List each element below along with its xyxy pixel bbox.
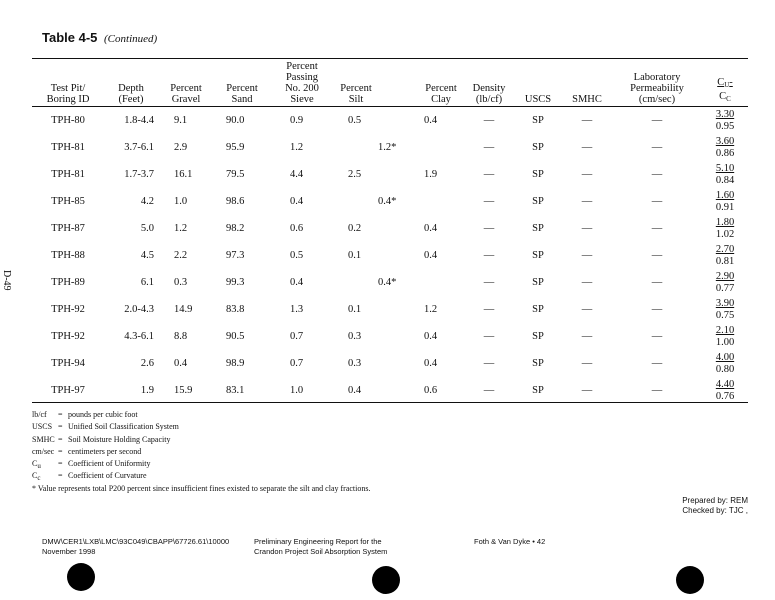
cell-test-pit: TPH-92 bbox=[51, 331, 85, 342]
cell-silt: 2.5 bbox=[348, 169, 362, 180]
table-title bbox=[42, 30, 157, 45]
cell-cucc bbox=[702, 296, 748, 323]
cell-density: — bbox=[483, 277, 495, 288]
cell-gravel: 14.9 bbox=[174, 304, 193, 315]
table-row bbox=[32, 377, 748, 404]
cc-value: 1.02 bbox=[715, 228, 735, 240]
table-row bbox=[32, 323, 748, 350]
col-depth: Depth (Feet) bbox=[118, 83, 144, 105]
cu-value: 2.90 bbox=[715, 270, 735, 282]
binder-hole-right bbox=[676, 566, 704, 594]
cell-permeability: — bbox=[651, 277, 663, 288]
cell-gravel: 8.8 bbox=[174, 331, 188, 342]
cell-cucc bbox=[702, 350, 748, 377]
legend-item bbox=[32, 435, 179, 447]
cell-silt: 0.5 bbox=[348, 115, 362, 126]
cell-permeability: — bbox=[651, 196, 663, 207]
cell-total-fines bbox=[378, 296, 418, 323]
col-permeability: Laboratory Permeability (cm/sec) bbox=[630, 72, 684, 105]
cu-value: 1.60 bbox=[715, 189, 735, 201]
cell-depth: 2.6 bbox=[140, 358, 154, 369]
cell-total-fines bbox=[378, 215, 418, 242]
soil-data-table bbox=[32, 61, 748, 404]
footer-firm: Foth & Van Dyke • 42 bbox=[474, 537, 546, 546]
cell-density: — bbox=[483, 304, 495, 315]
cell-test-pit: TPH-80 bbox=[51, 115, 85, 126]
cell-silt: 0.1 bbox=[348, 304, 362, 315]
cell-total-fines bbox=[378, 377, 418, 404]
legend-equals: = bbox=[58, 434, 63, 444]
cell-depth: 1.7-3.7 bbox=[124, 169, 154, 180]
cell-gravel: 2.2 bbox=[174, 250, 188, 261]
table-row bbox=[32, 188, 748, 215]
legend bbox=[32, 410, 179, 484]
cell-gravel: 16.1 bbox=[174, 169, 193, 180]
cell-gravel: 9.1 bbox=[174, 115, 188, 126]
cell-gravel: 1.2 bbox=[174, 223, 188, 234]
table-row bbox=[32, 350, 748, 377]
footer-report-line2: Crandon Project Soil Absorption System bbox=[254, 546, 388, 556]
table-row bbox=[32, 107, 748, 134]
cc-value: 0.80 bbox=[715, 363, 735, 375]
cell-depth: 3.7-6.1 bbox=[124, 142, 154, 153]
cell-density: — bbox=[483, 142, 495, 153]
cell-uscs: SP bbox=[532, 223, 544, 234]
col-silt: Percent Silt bbox=[340, 83, 372, 105]
cell-depth: 4.2 bbox=[140, 196, 154, 207]
cell-silt bbox=[334, 188, 378, 215]
cc-value: 0.75 bbox=[715, 309, 735, 321]
cell-test-pit: TPH-87 bbox=[51, 223, 85, 234]
cell-gravel: 0.4 bbox=[174, 358, 188, 369]
cell-test-pit: TPH-85 bbox=[51, 196, 85, 207]
cell-density: — bbox=[483, 250, 495, 261]
cell-silt: 0.2 bbox=[348, 223, 362, 234]
cu-value: 2.10 bbox=[715, 324, 735, 336]
cell-depth: 1.8-4.4 bbox=[124, 115, 154, 126]
cell-passing: 0.7 bbox=[290, 358, 304, 369]
legend-equals: = bbox=[58, 410, 63, 419]
cell-uscs: SP bbox=[532, 358, 544, 369]
table-label: Table 4-5 bbox=[42, 30, 98, 45]
cell-permeability: — bbox=[651, 385, 663, 396]
cell-density: — bbox=[483, 169, 495, 180]
cell-permeability: — bbox=[651, 223, 663, 234]
cell-density: — bbox=[483, 358, 495, 369]
col-passing: Percent Passing No. 200 Sieve bbox=[285, 61, 319, 105]
cell-uscs: SP bbox=[532, 277, 544, 288]
col-cucc: $C_U-$ $C_C$ bbox=[717, 77, 733, 103]
cell-sand: 83.1 bbox=[226, 385, 245, 396]
legend-text: Soil Moisture Holding Capacity bbox=[68, 434, 171, 444]
cell-density: — bbox=[483, 223, 495, 234]
cu-value: 4.00 bbox=[715, 351, 735, 363]
cell-sand: 97.3 bbox=[226, 250, 245, 261]
cell-total-fines bbox=[378, 323, 418, 350]
col-uscs: USCS bbox=[524, 94, 552, 105]
legend-abbr: lb/cf bbox=[32, 410, 47, 419]
cell-cucc bbox=[702, 323, 748, 350]
cell-permeability: — bbox=[651, 331, 663, 342]
cell-silt: 0.4 bbox=[348, 385, 362, 396]
top-rule bbox=[32, 58, 748, 59]
footer-path: DMW\CER1\LXB\LMC\93C049\CBAPP\67726.61\10000 bbox=[42, 537, 230, 546]
table-row bbox=[32, 161, 748, 188]
cell-smhc: — bbox=[581, 358, 593, 369]
cell-sand: 98.2 bbox=[226, 223, 245, 234]
cell-passing: 0.7 bbox=[290, 331, 304, 342]
cc-value: 0.86 bbox=[715, 147, 735, 159]
cc-value: 0.77 bbox=[715, 282, 735, 294]
cu-value: 5.10 bbox=[715, 162, 735, 174]
cell-gravel: 15.9 bbox=[174, 385, 193, 396]
cell-uscs: SP bbox=[532, 331, 544, 342]
cu-value: 3.30 bbox=[715, 108, 735, 120]
legend-text: pounds per cubic foot bbox=[68, 410, 138, 419]
cc-value: 0.95 bbox=[715, 120, 735, 132]
legend-equals: = bbox=[58, 459, 63, 469]
footer-date: November 1998 bbox=[42, 546, 96, 556]
cell-smhc: — bbox=[581, 169, 593, 180]
cell-total-fines bbox=[378, 242, 418, 269]
cc-value: 1.00 bbox=[715, 336, 735, 348]
cell-permeability: — bbox=[651, 169, 663, 180]
cell-test-pit: TPH-88 bbox=[51, 250, 85, 261]
cell-gravel: 1.0 bbox=[174, 196, 188, 207]
cell-test-pit: TPH-94 bbox=[51, 358, 85, 369]
prepared-block bbox=[682, 496, 748, 516]
cu-value: 3.60 bbox=[715, 135, 735, 147]
prepared-by: Prepared by: REM bbox=[682, 496, 748, 505]
cell-total-fines bbox=[378, 161, 418, 188]
cc-value: 0.84 bbox=[715, 174, 735, 186]
cell-sand: 79.5 bbox=[226, 169, 245, 180]
col-test-pit: Test Pit/ Boring ID bbox=[46, 83, 90, 105]
cc-value: 0.81 bbox=[715, 255, 735, 267]
cell-sand: 90.5 bbox=[226, 331, 245, 342]
cell-sand: 90.0 bbox=[226, 115, 245, 126]
cell-uscs: SP bbox=[532, 385, 544, 396]
cell-cucc bbox=[702, 377, 748, 404]
cell-silt: 0.3 bbox=[348, 331, 362, 342]
cc-value: 0.91 bbox=[715, 201, 735, 213]
cell-total-fines bbox=[378, 107, 418, 134]
cell-depth: 4.3-6.1 bbox=[124, 331, 154, 342]
cell-uscs: SP bbox=[532, 115, 544, 126]
cell-smhc: — bbox=[581, 223, 593, 234]
cu-value: 3.90 bbox=[715, 297, 735, 309]
cell-passing: 1.2 bbox=[290, 142, 304, 153]
legend-abbr: Cc bbox=[32, 471, 41, 483]
cell-permeability: — bbox=[651, 142, 663, 153]
cell-cucc bbox=[702, 161, 748, 188]
cell-total-fines: 0.4* bbox=[378, 196, 397, 207]
legend-text: Unified Soil Classification System bbox=[68, 422, 179, 432]
cell-smhc: — bbox=[581, 196, 593, 207]
legend-item bbox=[32, 422, 179, 434]
cu-value: 4.40 bbox=[715, 378, 735, 390]
cell-passing: 4.4 bbox=[290, 169, 304, 180]
cell-passing: 0.9 bbox=[290, 115, 304, 126]
legend-item bbox=[32, 459, 179, 471]
table-row bbox=[32, 296, 748, 323]
col-gravel: Percent Gravel bbox=[170, 83, 202, 105]
cell-test-pit: TPH-81 bbox=[51, 142, 85, 153]
cell-cucc bbox=[702, 188, 748, 215]
cell-clay bbox=[418, 134, 464, 161]
cell-gravel: 2.9 bbox=[174, 142, 188, 153]
legend-abbr: SMHC bbox=[32, 434, 55, 444]
cell-uscs: SP bbox=[532, 196, 544, 207]
cell-cucc bbox=[702, 269, 748, 296]
side-page-number: D-49 bbox=[1, 270, 12, 291]
col-sand: Percent Sand bbox=[226, 83, 258, 105]
binder-hole-left bbox=[67, 563, 95, 591]
cell-smhc: — bbox=[581, 250, 593, 261]
cell-test-pit: TPH-92 bbox=[51, 304, 85, 315]
cell-total-fines: 1.2* bbox=[378, 142, 397, 153]
cell-density: — bbox=[483, 331, 495, 342]
footer-report-block bbox=[254, 537, 387, 556]
legend-text: Coefficient of Curvature bbox=[68, 471, 147, 481]
cell-clay: 0.4 bbox=[424, 358, 438, 369]
cell-clay: 0.4 bbox=[424, 250, 438, 261]
cell-uscs: SP bbox=[532, 169, 544, 180]
cell-smhc: — bbox=[581, 331, 593, 342]
cell-uscs: SP bbox=[532, 304, 544, 315]
cell-smhc: — bbox=[581, 277, 593, 288]
cell-passing: 1.3 bbox=[290, 304, 304, 315]
cell-uscs: SP bbox=[532, 142, 544, 153]
legend-abbr: cm/sec bbox=[32, 446, 55, 456]
cell-density: — bbox=[483, 115, 495, 126]
cell-sand: 98.9 bbox=[226, 358, 245, 369]
footnote: * Value represents total P200 percent since insufficient fines existed to separate the silt and clay fractions. bbox=[32, 484, 371, 493]
cell-depth: 4.5 bbox=[140, 250, 154, 261]
table-row bbox=[32, 134, 748, 161]
col-total bbox=[378, 61, 418, 107]
cell-density: — bbox=[483, 385, 495, 396]
legend-item bbox=[32, 447, 179, 459]
legend-equals: = bbox=[58, 446, 63, 456]
cell-sand: 99.3 bbox=[226, 277, 245, 288]
checked-by: Checked by: TJC , bbox=[682, 506, 748, 515]
cell-test-pit: TPH-81 bbox=[51, 169, 85, 180]
footer-path-block bbox=[42, 537, 229, 556]
legend-abbr: USCS bbox=[32, 422, 53, 432]
cell-permeability: — bbox=[651, 250, 663, 261]
cell-cucc bbox=[702, 134, 748, 161]
cell-silt: 0.3 bbox=[348, 358, 362, 369]
cell-passing: 0.6 bbox=[290, 223, 304, 234]
cell-smhc: — bbox=[581, 115, 593, 126]
table-row bbox=[32, 242, 748, 269]
cell-passing: 0.4 bbox=[290, 277, 304, 288]
cu-value: 1.80 bbox=[715, 216, 735, 228]
cell-passing: 0.5 bbox=[290, 250, 304, 261]
legend-abbr: Cu bbox=[32, 459, 41, 471]
cell-total-fines: 0.4* bbox=[378, 277, 397, 288]
cell-sand: 98.6 bbox=[226, 196, 245, 207]
cell-depth: 1.9 bbox=[140, 385, 154, 396]
cell-silt: 0.1 bbox=[348, 250, 362, 261]
cell-silt bbox=[334, 134, 378, 161]
cell-depth: 5.0 bbox=[140, 223, 154, 234]
cell-density: — bbox=[483, 196, 495, 207]
cell-cucc bbox=[702, 242, 748, 269]
header-row bbox=[32, 61, 748, 107]
cell-total-fines bbox=[378, 350, 418, 377]
cell-depth: 2.0-4.3 bbox=[124, 304, 154, 315]
binder-hole-center bbox=[372, 566, 400, 594]
cu-value: 2.70 bbox=[715, 243, 735, 255]
legend-item bbox=[32, 471, 179, 483]
cell-permeability: — bbox=[651, 358, 663, 369]
cell-cucc bbox=[702, 107, 748, 134]
legend-item bbox=[32, 410, 179, 422]
cell-clay: 1.2 bbox=[424, 304, 438, 315]
col-smhc: SMHC bbox=[572, 94, 602, 105]
table-row bbox=[32, 269, 748, 296]
cell-clay: 1.9 bbox=[424, 169, 438, 180]
cell-uscs: SP bbox=[532, 250, 544, 261]
cell-permeability: — bbox=[651, 304, 663, 315]
cell-test-pit: TPH-89 bbox=[51, 277, 85, 288]
legend-equals: = bbox=[58, 471, 63, 481]
cell-smhc: — bbox=[581, 304, 593, 315]
cell-permeability: — bbox=[651, 115, 663, 126]
table-row bbox=[32, 215, 748, 242]
footer-report-line1: Preliminary Engineering Report for the bbox=[254, 537, 382, 546]
continued-label: (Continued) bbox=[104, 33, 158, 45]
cell-clay: 0.4 bbox=[424, 223, 438, 234]
cc-value: 0.76 bbox=[715, 390, 735, 402]
cell-clay: 0.4 bbox=[424, 331, 438, 342]
legend-text: Coefficient of Uniformity bbox=[68, 459, 151, 469]
cell-sand: 95.9 bbox=[226, 142, 245, 153]
cell-clay bbox=[418, 188, 464, 215]
cell-passing: 0.4 bbox=[290, 196, 304, 207]
col-density: Density (lb/cf) bbox=[472, 83, 506, 105]
cell-silt bbox=[334, 269, 378, 296]
cell-test-pit: TPH-97 bbox=[51, 385, 85, 396]
cell-sand: 83.8 bbox=[226, 304, 245, 315]
legend-equals: = bbox=[58, 422, 63, 432]
cell-smhc: — bbox=[581, 142, 593, 153]
cell-clay: 0.6 bbox=[424, 385, 438, 396]
cell-clay bbox=[418, 269, 464, 296]
legend-text: centimeters per second bbox=[68, 446, 142, 456]
cell-depth: 6.1 bbox=[140, 277, 154, 288]
cell-clay: 0.4 bbox=[424, 115, 438, 126]
cell-passing: 1.0 bbox=[290, 385, 304, 396]
cell-smhc: — bbox=[581, 385, 593, 396]
cell-gravel: 0.3 bbox=[174, 277, 188, 288]
cell-cucc bbox=[702, 215, 748, 242]
col-clay: Percent Clay bbox=[425, 83, 457, 105]
